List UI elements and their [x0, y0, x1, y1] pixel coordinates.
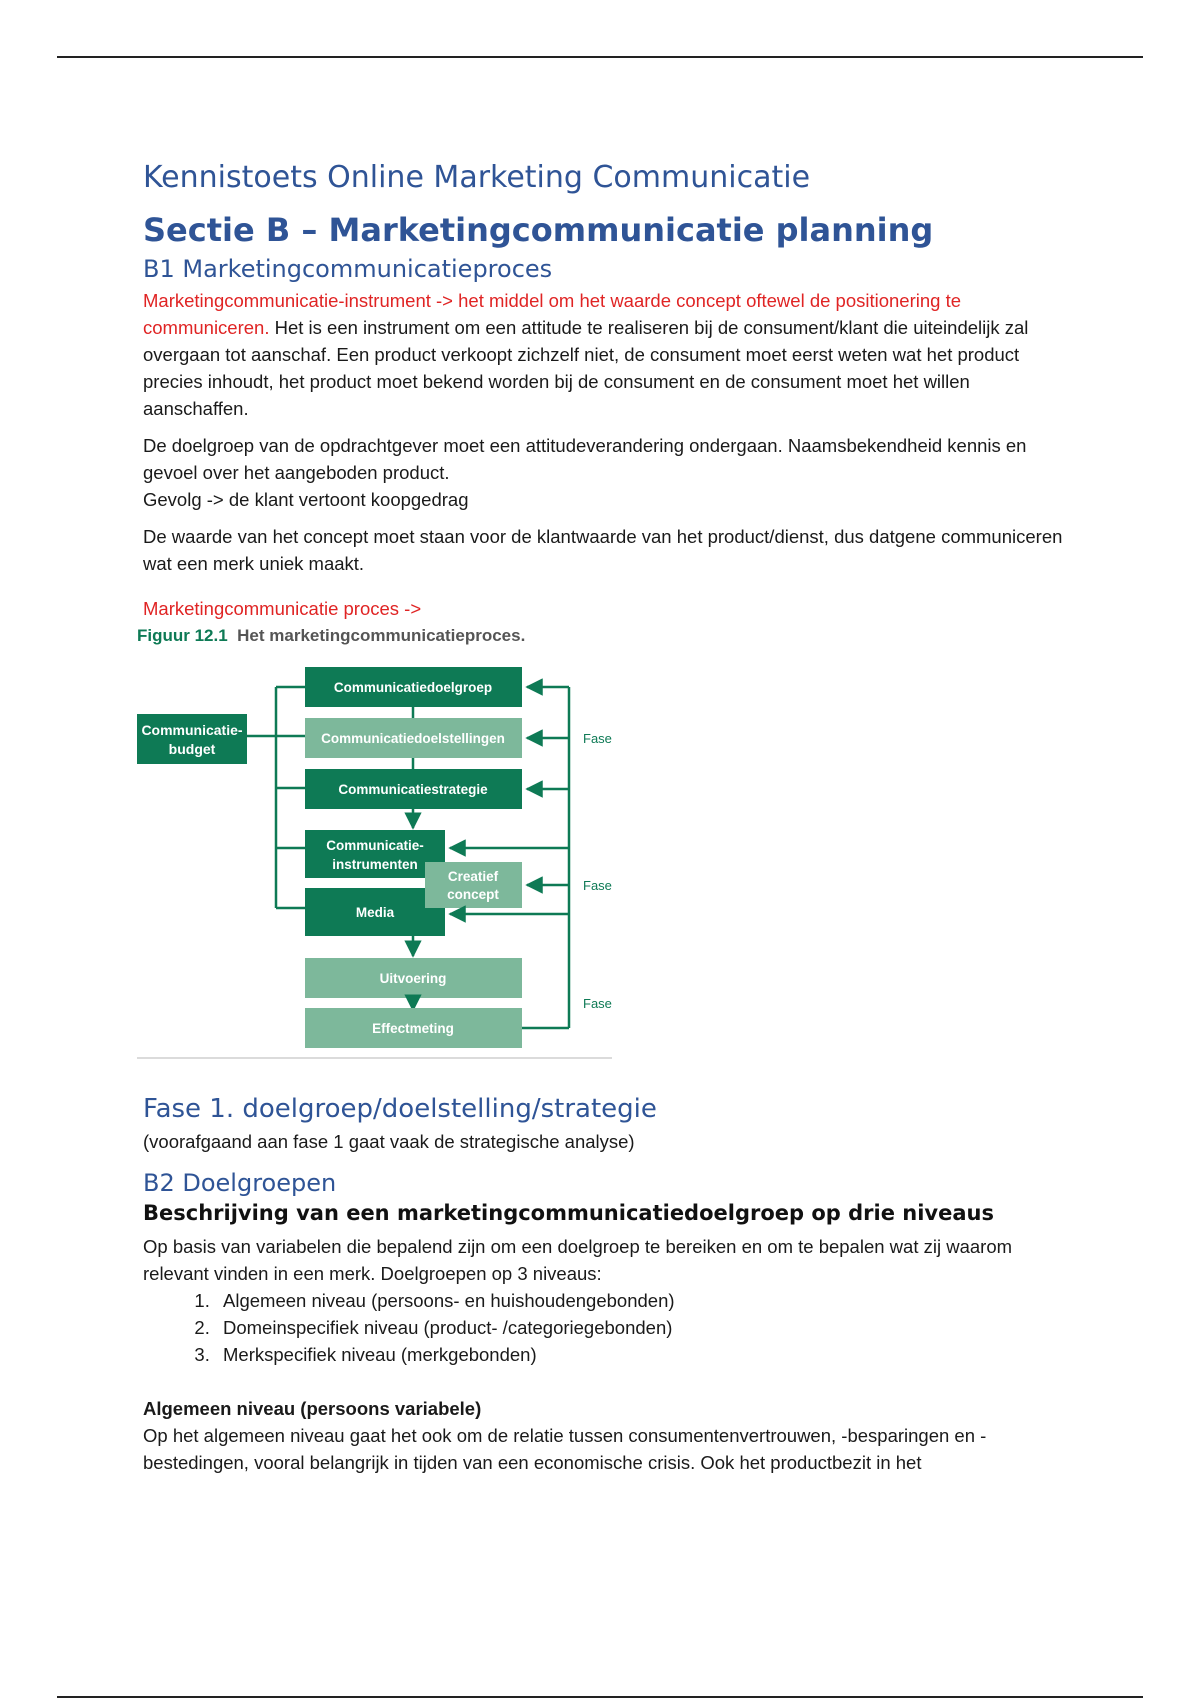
marketing-process-diagram: [137, 652, 617, 1072]
b1-paragraph-1-rest: Het is een instrument om een attitude te realiseren bij de consument/klant die uiteindelijk zal overgaan tot aanschaf. Een product verkoopt zichzelf niet, de consument moet eerst weten wat het product precies inhoudt, het product moet bekend worden bij de consument en de consument moet het willen aanschaffen.: [143, 317, 1029, 419]
b1-paragraph-2: [143, 432, 1063, 513]
instrument-definition: Marketingcommunicatie-instrument -> het middel om het waarde concept oftewel de positionering te communiceren.: [143, 290, 962, 338]
b2-subheading: Beschrijving van een marketingcommunicatiedoelgroep op drie niveaus: [143, 1201, 994, 1225]
document-title: Kennistoets Online Marketing Communicatie: [143, 160, 811, 195]
b1-paragraph-1: [143, 287, 1063, 422]
budget-label-2: budget: [168, 741, 216, 757]
media-label: Media: [355, 905, 395, 920]
fase1-heading: Fase 1. doelgroep/doelstelling/strategie: [143, 1094, 657, 1124]
figure-number: Figuur 12.1: [137, 626, 228, 645]
section-title: Sectie B – Marketingcommunicatie planning: [143, 211, 934, 249]
creatief-label-1: Creatief: [447, 869, 499, 884]
fase-label-1: Fase: [583, 731, 612, 746]
document-page: [137, 160, 1063, 1486]
fase-label-3: Fase: [583, 996, 612, 1011]
b1-paragraph-2-line2: Gevolg -> de klant vertoont koopgedrag: [143, 489, 469, 510]
b1-paragraph-3: De waarde van het concept moet staan voor de klantwaarde van het product/dienst, dus datgene communiceren wat een merk uniek maakt.: [143, 526, 1063, 574]
level-list: [143, 1287, 1063, 1368]
instrumenten-label-2: instrumenten: [332, 857, 418, 872]
algemeen-paragraph: Op het algemeen niveau gaat het ook om de relatie tussen consumentenvertrouwen, -besparingen en -bestedingen, vooral belangrijk in tijden van een economische crisis. Ook het productbezit in het: [143, 1425, 987, 1473]
instrumenten-label-1: Communicatie-: [326, 838, 424, 853]
b1-heading: B1 Marketingcommunicatieproces: [143, 255, 553, 283]
effectmeting-label: Effectmeting: [372, 1021, 454, 1036]
doelgroep-label: Communicatiedoelgroep: [333, 680, 493, 695]
uitvoering-label: Uitvoering: [379, 971, 447, 986]
level-item: 1. Algemeen niveau (persoons- en huishoudengebonden): [215, 1287, 1063, 1314]
creatief-label-2: concept: [447, 887, 499, 902]
fase1-note: (voorafgaand aan fase 1 gaat vaak de strategische analyse): [143, 1131, 635, 1152]
level-item: 3. Merkspecifiek niveau (merkgebonden): [215, 1341, 1063, 1368]
header-rule: [57, 56, 1143, 58]
budget-label-1: Communicatie-: [141, 722, 243, 738]
level-item: 2. Domeinspecifiek niveau (product- /categoriegebonden): [215, 1314, 1063, 1341]
budget-connector: [247, 687, 305, 908]
process-label: Marketingcommunicatie proces ->: [143, 598, 422, 619]
doelstellingen-label: Communicatiedoelstellingen: [321, 731, 505, 746]
fase-label-2: Fase: [583, 878, 612, 893]
strategie-label: Communicatiestrategie: [338, 782, 488, 797]
algemeen-heading: Algemeen niveau (persoons variabele): [143, 1398, 482, 1419]
b1-paragraph-2-line1: De doelgroep van de opdrachtgever moet een attitudeverandering ondergaan. Naamsbekendheid kennis en gevoel over het aangeboden product.: [143, 435, 1027, 483]
b2-intro: Op basis van variabelen die bepalend zijn om een doelgroep te bereiken en om te bepalen wat zij waarom relevant vinden in een merk. Doelgroepen op 3 niveaus:: [143, 1236, 1013, 1284]
footer-rule: [57, 1696, 1143, 1698]
figure-caption: [137, 626, 1063, 646]
b2-heading: B2 Doelgroepen: [143, 1169, 337, 1197]
figure-caption-text: Het marketingcommunicatieproces.: [237, 626, 526, 645]
